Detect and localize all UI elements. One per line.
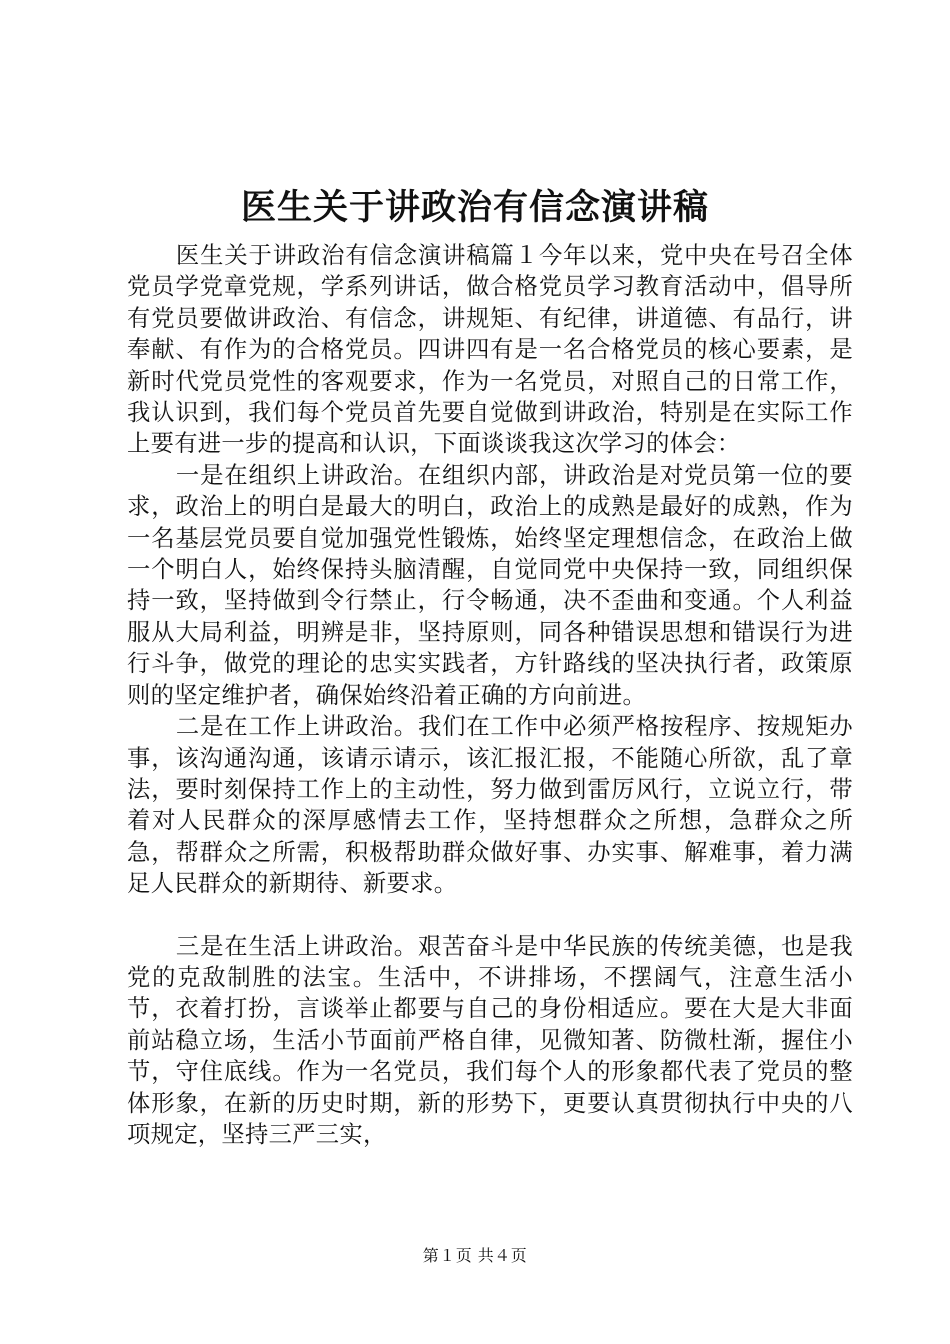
paragraph-life: 三是在生活上讲政治。艰苦奋斗是中华民族的传统美德，也是我党的克敌制胜的法宝。生活中，不讲排场，不摆阔气，注意生活小节，衣着打扮，言谈举止都要与自己的身份相适应。要在大是大非面前站稳立场，生活小节面前严格自律，见微知著、防微杜渐，握住小节，守住底线。作为一名党员，我们每个人的形象都代表了党员的整体形象，在新的历史时期，新的形势下，更要认真贯彻执行中央的八项规定，坚持三严三实，: [127, 932, 853, 1148]
document-body: [127, 240, 853, 1150]
paragraph-intro: 医生关于讲政治有信念演讲稿篇１今年以来，党中央在号召全体党员学党章党规，学系列讲话，做合格党员学习教育活动中，倡导所有党员要做讲政治、有信念，讲规矩、有纪律，讲道德、有品行，讲奉献、有作为的合格党员。四讲四有是一名合格党员的核心要素，是新时代党员党性的客观要求，作为一名党员，对照自己的日常工作，我认识到，我们每个党员首先要自觉做到讲政治，特别是在实际工作上要有进一步的提高和认识，下面谈谈我这次学习的体会：: [127, 242, 853, 458]
document-title: 医生关于讲政治有信念演讲稿: [240, 187, 709, 228]
paragraph-organization: 一是在组织上讲政治。在组织内部，讲政治是对党员第一位的要求，政治上的明白是最大的明白，政治上的成熟是最好的成熟，作为一名基层党员要自觉加强党性锻炼，始终坚定理想信念，在政治上做一个明白人，始终保持头脑清醒，自觉同党中央保持一致，同组织保持一致，坚持做到令行禁止，行令畅通，决不歪曲和变通。个人利益服从大局利益，明辨是非，坚持原则，同各种错误思想和错误行为进行斗争，做党的理论的忠实实践者，方针路线的坚决执行者，政策原则的坚定维护者，确保始终沿着正确的方向前进。: [127, 461, 853, 709]
paragraph-work: 二是在工作上讲政治。我们在工作中必须严格按程序、按规矩办事，该沟通沟通，该请示请示，该汇报汇报，不能随心所欲，乱了章法，要时刻保持工作上的主动性，努力做到雷厉风行，立说立行，带着对人民群众的深厚感情去工作，坚持想群众之所想，急群众之所急，帮群众之所需，积极帮助群众做好事、办实事、解难事，着力满足人民群众的新期待、新要求。: [127, 713, 853, 898]
page-number-footer: 第１页 共４页: [422, 1246, 528, 1265]
